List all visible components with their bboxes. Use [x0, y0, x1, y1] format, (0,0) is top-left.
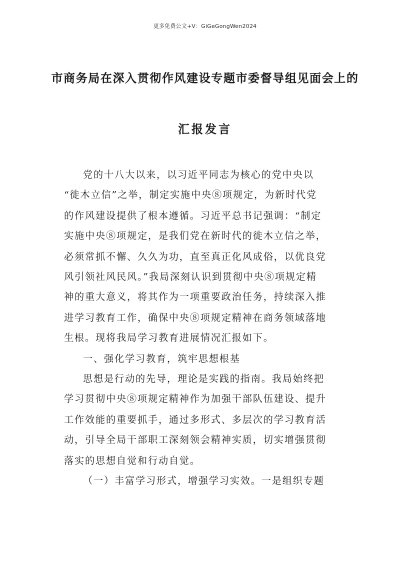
body-line: 进学习教育工作，确保中央⑧项规定精神在商务领域落地 — [64, 312, 327, 324]
body-line: 的作风建设提供了根本遵循。习近平总书记强调：“制定 — [64, 210, 322, 222]
document-body — [64, 166, 364, 493]
document-title-line-2: 汇报发言 — [178, 122, 232, 136]
body-line: “徙木立信”之举，制定实施中央⑧项规定，为新时代党 — [64, 190, 317, 202]
document-title-line-1: 市商务局在深入贯彻作风建设专题市委督导组见面会上的 — [51, 71, 359, 85]
subsection-heading: （一）丰富学习形式，增强学习实效。一是组织专题 — [83, 476, 325, 488]
body-line: 落实的思想自觉和行动自觉。 — [64, 455, 201, 467]
header-note: 更多免费公文+V：GiGeGongWen2024 — [153, 24, 257, 30]
body-line: 生根。现将我局学习教育进展情况汇报如下。 — [64, 333, 274, 345]
body-line: 必须常抓不懈、久久为功，直至真正化风成俗，以优良党 — [64, 251, 327, 263]
body-line: 党的十八大以来，以习近平同志为核心的党中央以 — [83, 170, 314, 181]
body-line: 神的重大意义，将其作为一项重要政治任务，持续深入推 — [64, 292, 327, 304]
body-line: 工作效能的重要抓手，通过多形式、多层次的学习教育活 — [64, 414, 327, 426]
body-line: 动，引导全局干部职工深刻领会精神实质，切实增强贯彻 — [64, 435, 327, 447]
section-heading: 一、强化学习教育，筑牢思想根基 — [83, 353, 241, 365]
body-line: 思想是行动的先导，理论是实践的指南。我局始终把 — [83, 374, 325, 386]
body-line: 风引领社风民风。”我局深刻认识到贯彻中央⑧项规定精 — [64, 272, 317, 284]
body-line: 实施中央⑧项规定，是我们党在新时代的徙木立信之举， — [64, 231, 327, 243]
body-line: 学习贯彻中央⑧项规定精神作为加强干部队伍建设、提升 — [64, 394, 327, 406]
